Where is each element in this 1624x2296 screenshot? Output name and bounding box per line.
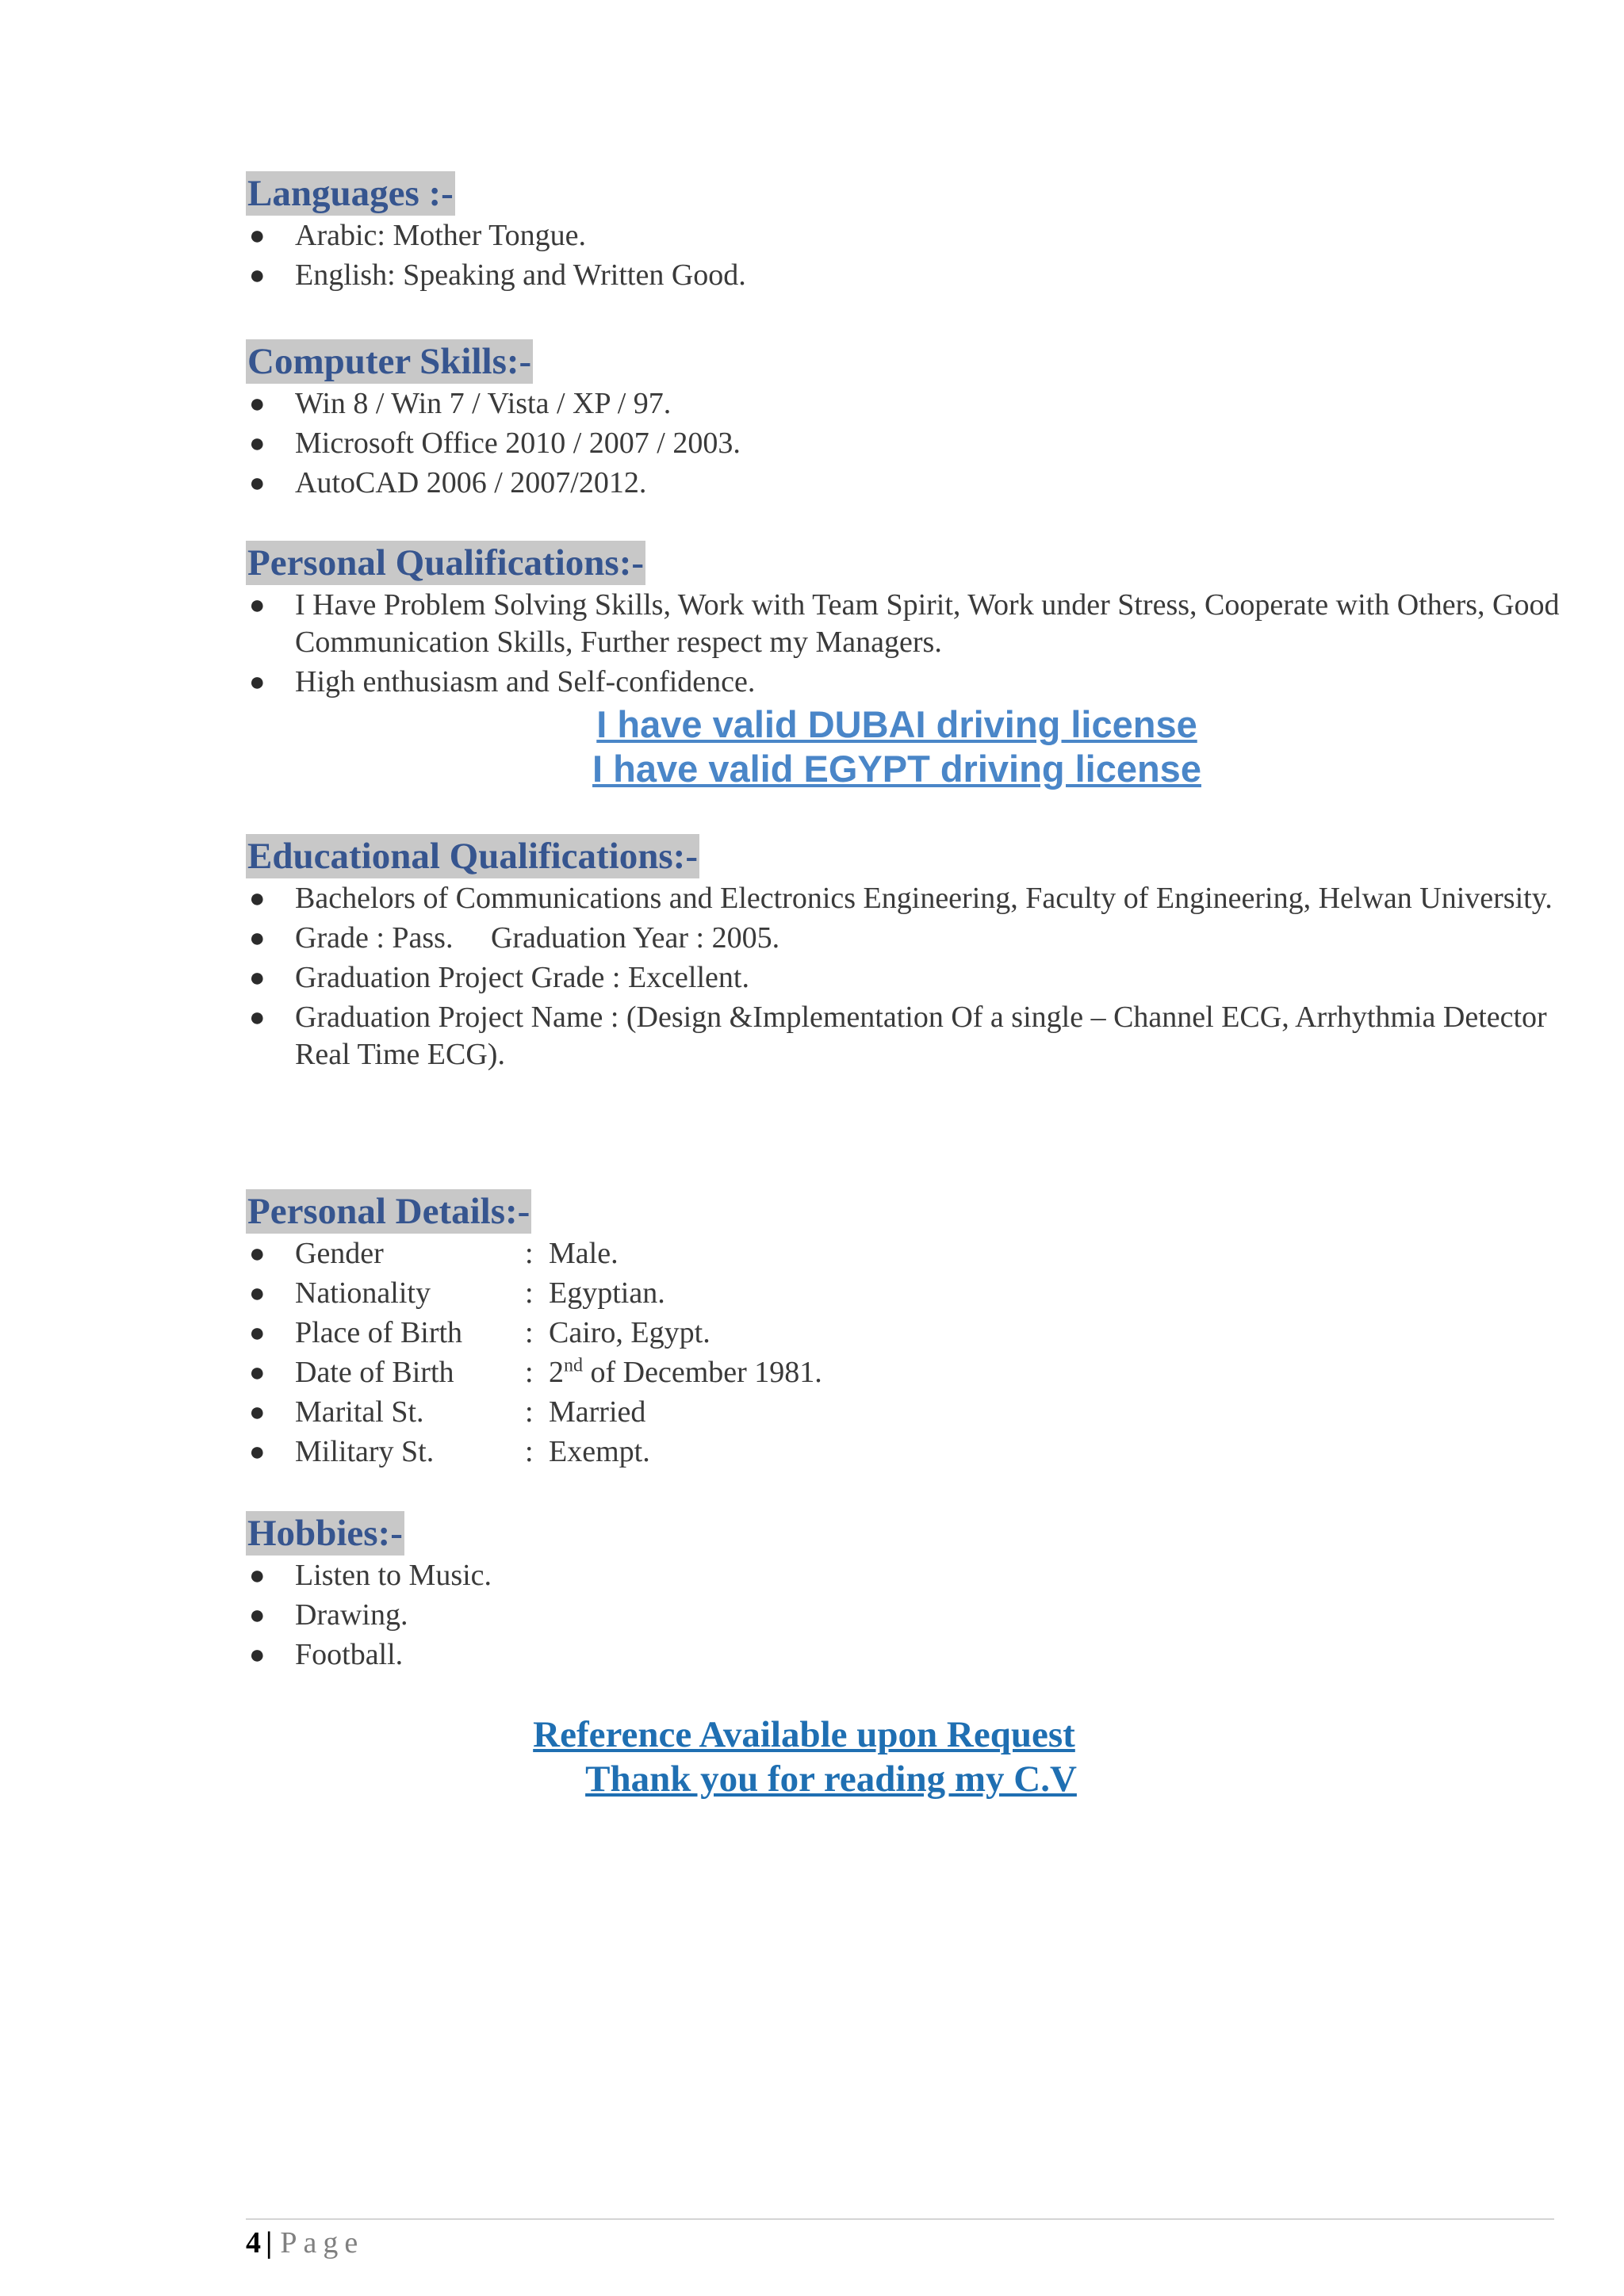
- list-item: ● Listen to Music.: [246, 1557, 492, 1594]
- bullet-icon: ●: [249, 1601, 266, 1630]
- educational-qualifications-list: [246, 880, 1595, 1076]
- bullet-icon: ●: [249, 389, 266, 419]
- languages-list: [246, 217, 746, 297]
- bullet-icon: ●: [249, 1358, 266, 1387]
- bullet-icon: ●: [249, 884, 266, 913]
- bullet-icon: ●: [249, 1003, 266, 1032]
- list-item: ● Bachelors of Communications and Electronics Engineering, Faculty of Engineering, Helwan University.: [246, 880, 1595, 917]
- list-item: ● Graduation Project Grade : Excellent.: [246, 959, 1595, 997]
- list-item: ● Microsoft Office 2010 / 2007 / 2003.: [246, 425, 741, 462]
- bullet-icon: ●: [249, 1239, 266, 1269]
- hobbies-list: [246, 1557, 492, 1676]
- bullet-icon: ●: [249, 963, 266, 993]
- footer-divider: [246, 2218, 1554, 2220]
- list-item: ● Grade : Pass. Graduation Year : 2005.: [246, 920, 1595, 957]
- computer-skills-heading: Computer Skills:-: [247, 341, 532, 382]
- list-item: ● Drawing.: [246, 1597, 492, 1634]
- bullet-icon: ●: [249, 1398, 266, 1427]
- detail-row-marital: ● Marital St. : Married: [246, 1394, 822, 1431]
- list-item: ● High enthusiasm and Self-confidence.: [246, 664, 1595, 701]
- bullet-icon: ●: [249, 261, 266, 290]
- bullet-icon: ●: [249, 924, 266, 953]
- personal-qualifications-list: [246, 587, 1595, 703]
- bullet-icon: ●: [249, 221, 266, 251]
- hobbies-heading: Hobbies:-: [247, 1513, 403, 1554]
- bullet-icon: ●: [249, 591, 266, 620]
- thank-you-note: Thank you for reading my C.V: [585, 1758, 1077, 1800]
- page-number: 4: [246, 2226, 261, 2260]
- bullet-icon: ●: [249, 429, 266, 458]
- list-item: ● Football.: [246, 1636, 492, 1674]
- list-item: ● AutoCAD 2006 / 2007/2012.: [246, 465, 741, 502]
- egypt-license-note: I have valid EGYPT driving license: [592, 748, 1201, 790]
- bullet-icon: ●: [249, 668, 266, 697]
- languages-heading: Languages :-: [247, 173, 454, 214]
- list-item: ● I Have Problem Solving Skills, Work with Team Spirit, Work under Stress, Cooperate with Others, Good Communication Skills, Further respect my Managers.: [249, 588, 1560, 659]
- computer-skills-list: [246, 385, 741, 504]
- educational-qualifications-heading: Educational Qualifications:-: [247, 836, 698, 877]
- detail-row-gender: ● Gender : Male.: [246, 1235, 822, 1272]
- bullet-icon: ●: [249, 1561, 266, 1590]
- bullet-icon: ●: [249, 1640, 266, 1670]
- list-item: ● Arabic: Mother Tongue.: [246, 217, 746, 254]
- footer-separator: |: [266, 2226, 273, 2260]
- personal-qualifications-heading: Personal Qualifications:-: [247, 542, 644, 584]
- detail-row-date-of-birth: ● Date of Birth : 2nd of December 1981.: [246, 1354, 822, 1391]
- detail-row-nationality: ● Nationality : Egyptian.: [246, 1275, 822, 1312]
- reference-note: Reference Available upon Request: [533, 1714, 1075, 1755]
- list-item: ● Win 8 / Win 7 / Vista / XP / 97.: [246, 385, 741, 423]
- page-footer: [246, 2225, 364, 2261]
- bullet-icon: ●: [249, 1279, 266, 1308]
- bullet-icon: ●: [249, 1437, 266, 1467]
- personal-details-list: [246, 1235, 822, 1473]
- list-item: ● Graduation Project Name : (Design &Implementation Of a single – Channel ECG, Arrhythmia Detector Real Time ECG).: [249, 1001, 1547, 1071]
- detail-row-military: ● Military St. : Exempt.: [246, 1433, 822, 1471]
- list-item: ● English: Speaking and Written Good.: [246, 257, 746, 294]
- detail-row-place-of-birth: ● Place of Birth : Cairo, Egypt.: [246, 1314, 822, 1352]
- bullet-icon: ●: [249, 469, 266, 498]
- dubai-license-note: I have valid DUBAI driving license: [596, 703, 1197, 745]
- page-label: Page: [280, 2226, 365, 2260]
- personal-details-heading: Personal Details:-: [247, 1191, 530, 1232]
- bullet-icon: ●: [249, 1318, 266, 1348]
